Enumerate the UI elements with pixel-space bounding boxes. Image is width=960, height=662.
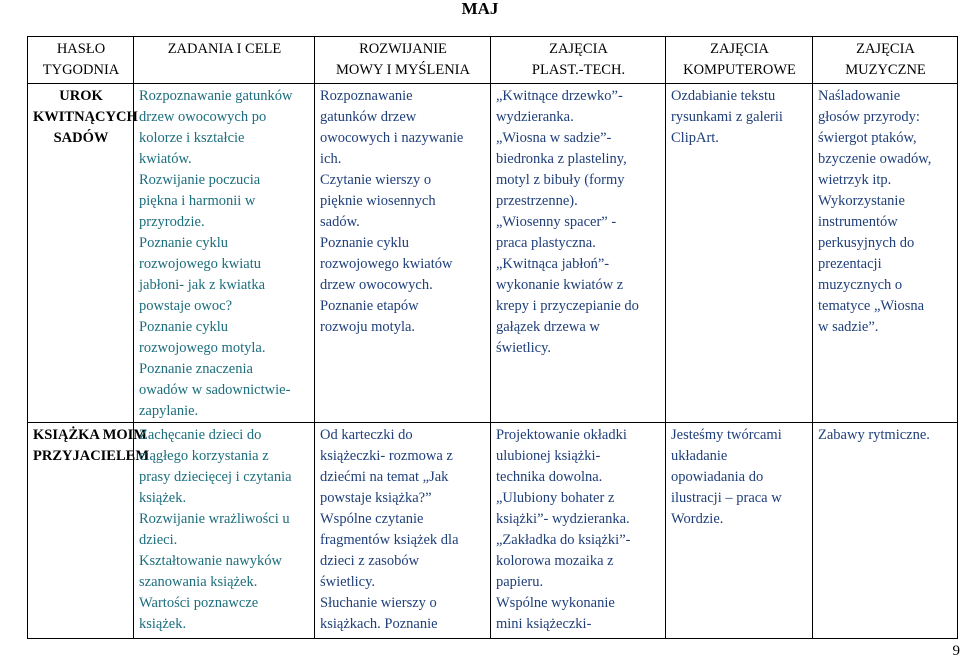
cell-line: motyl z bibuły (formy — [496, 172, 625, 188]
cell-line: SADÓW — [53, 130, 109, 146]
cell-line: kolorze i kształcie — [139, 130, 245, 146]
cell-line: dziećmi na temat „Jak — [320, 469, 449, 485]
cell-line: świetlicy. — [496, 340, 552, 356]
page-number: 9 — [952, 643, 960, 659]
cell-line: tematyce „Wiosna — [818, 298, 925, 314]
cell-line: mini książeczki- — [496, 616, 592, 632]
cell-theme — [28, 423, 150, 639]
cell-line: prezentacji — [818, 256, 882, 272]
cell-line: gałązek drzewa w — [496, 319, 600, 335]
cell-line: prasy dziecięcej i czytania — [139, 469, 292, 485]
header-computer: ZAJĘCIA KOMPUTEROWE — [666, 37, 813, 84]
cell-line: ich. — [320, 151, 342, 167]
cell-line: opowiadania do — [671, 469, 764, 485]
cell-line: „Wiosna w sadzie”- — [496, 130, 612, 146]
cell-line: biedronka z plasteliny, — [496, 151, 627, 167]
cell-goals — [134, 423, 315, 639]
cell-line: książki”- wydzieranka. — [496, 511, 630, 527]
cell-line: krepy i przyczepianie do — [496, 298, 639, 314]
cell-line: Kształtowanie nawyków — [139, 553, 282, 569]
cell-music — [813, 84, 958, 423]
cell-line: w sadzie”. — [818, 319, 879, 335]
cell-line: Naśladowanie — [818, 88, 901, 104]
cell-line: Zabawy rytmiczne. — [818, 427, 930, 443]
cell-line: Wspólne czytanie — [320, 511, 424, 527]
cell-line: Czytanie wierszy o — [320, 172, 432, 188]
cell-line: świetlicy. — [320, 574, 376, 590]
cell-line: Zachęcanie dzieci do — [139, 427, 262, 443]
header-music: ZAJĘCIA MUZYCZNE — [813, 37, 958, 84]
cell-line: Wspólne wykonanie — [496, 595, 615, 611]
cell-line: ciągłego korzystania z — [139, 448, 269, 464]
header-crafts: ZAJĘCIA PLAST.-TECH. — [491, 37, 666, 84]
cell-line: piękna i harmonii w — [139, 193, 256, 209]
cell-line: książek. — [139, 490, 187, 506]
cell-line: Ozdabianie tekstu — [671, 88, 776, 104]
cell-line: Poznanie cyklu — [139, 235, 228, 251]
cell-line: Rozpoznawanie gatunków — [139, 88, 293, 104]
cell-line: powstaje owoc? — [139, 298, 233, 314]
cell-line: UROK — [59, 88, 103, 104]
cell-line: PRZYJACIELEM — [33, 448, 150, 464]
cell-line: rozwojowego kwiatu — [139, 256, 262, 272]
cell-crafts — [491, 423, 666, 639]
cell-line: przestrzenne). — [496, 193, 578, 209]
cell-line: wietrzyk itp. — [818, 172, 892, 188]
cell-line: gatunków drzew — [320, 109, 417, 125]
cell-line: kwiatów. — [139, 151, 192, 167]
cell-line: Jesteśmy twórcami — [671, 427, 782, 443]
header-speech: ROZWIJANIE MOWY I MYŚLENIA — [315, 37, 491, 84]
cell-line: praca plastyczna. — [496, 235, 596, 251]
cell-line: perkusyjnych do — [818, 235, 915, 251]
cell-line: książeczki- rozmowa z — [320, 448, 453, 464]
cell-line: rozwojowego motyla. — [139, 340, 266, 356]
cell-line: przyrodzie. — [139, 214, 205, 230]
cell-line: „Kwitnące drzewko”- — [496, 88, 623, 104]
cell-line: jabłoni- jak z kwiatka — [139, 277, 266, 293]
cell-crafts — [491, 84, 666, 423]
cell-line: Słuchanie wierszy o — [320, 595, 437, 611]
cell-line: pięknie wiosennych — [320, 193, 436, 209]
cell-line: wykonanie kwiatów z — [496, 277, 624, 293]
cell-line: fragmentów książek dla — [320, 532, 459, 548]
cell-speech — [315, 423, 491, 639]
cell-line: „Wiosenny spacer” - — [496, 214, 617, 230]
table-row — [28, 84, 958, 423]
cell-line: układanie — [671, 448, 728, 464]
cell-line: Rozwijanie poczucia — [139, 172, 261, 188]
plan-table — [27, 36, 958, 639]
cell-line: Wordzie. — [671, 511, 724, 527]
table-row — [28, 423, 958, 639]
cell-line: papieru. — [496, 574, 544, 590]
cell-line: instrumentów — [818, 214, 898, 230]
cell-line: „Zakładka do książki”- — [496, 532, 631, 548]
cell-line: owadów w sadownictwie- — [139, 382, 291, 398]
cell-line: drzew owocowych po — [139, 109, 267, 125]
cell-line: głosów przyrody: — [818, 109, 920, 125]
cell-theme — [28, 84, 138, 423]
cell-line: ilustracji – praca w — [671, 490, 782, 506]
cell-line: wydzieranka. — [496, 109, 574, 125]
cell-line: szanowania książek. — [139, 574, 258, 590]
cell-line: owocowych i nazywanie — [320, 130, 464, 146]
cell-speech — [315, 84, 491, 423]
cell-line: „Ulubiony bohater z — [496, 490, 615, 506]
cell-line: bzyczenie owadów, — [818, 151, 932, 167]
cell-line: Od karteczki do — [320, 427, 413, 443]
cell-line: książkach. Poznanie — [320, 616, 438, 632]
cell-line: Poznanie cyklu — [320, 235, 409, 251]
cell-line: Poznanie znaczenia — [139, 361, 253, 377]
cell-line: kolorowa mozaika z — [496, 553, 614, 569]
cell-line: Rozpoznawanie — [320, 88, 413, 104]
cell-line: Wartości poznawcze — [139, 595, 259, 611]
cell-line: Poznanie etapów — [320, 298, 419, 314]
cell-line: rozwoju motyla. — [320, 319, 416, 335]
cell-music — [813, 423, 958, 639]
cell-line: drzew owocowych. — [320, 277, 433, 293]
cell-line: KWITNĄCYCH — [33, 109, 138, 125]
cell-line: „Kwitnąca jabłoń”- — [496, 256, 610, 272]
header-goals: ZADANIA I CELE — [134, 37, 315, 84]
cell-line: Projektowanie okładki — [496, 427, 627, 443]
cell-line: świergot ptaków, — [818, 130, 917, 146]
cell-line: sadów. — [320, 214, 360, 230]
cell-line: Poznanie cyklu — [139, 319, 228, 335]
cell-line: muzycznych o — [818, 277, 903, 293]
cell-line: Wykorzystanie — [818, 193, 905, 209]
cell-computer — [666, 423, 813, 639]
cell-line: rozwojowego kwiatów — [320, 256, 453, 272]
cell-line: książek. — [139, 616, 187, 632]
page-title: MAJ — [461, 0, 499, 18]
cell-line: zapylanie. — [139, 403, 199, 419]
cell-line: dzieci. — [139, 532, 178, 548]
cell-line: Rozwijanie wrażliwości u — [139, 511, 290, 527]
cell-computer — [666, 84, 813, 423]
cell-line: rysunkami z galerii — [671, 109, 783, 125]
header-theme: HASŁO TYGODNIA — [28, 37, 134, 84]
cell-line: KSIĄŻKA MOIM — [33, 427, 147, 443]
cell-line: technika dowolna. — [496, 469, 603, 485]
cell-line: ulubionej książki- — [496, 448, 601, 464]
cell-line: ClipArt. — [671, 130, 719, 146]
cell-line: dzieci z zasobów — [320, 553, 420, 569]
header-row — [28, 37, 958, 84]
cell-goals — [134, 84, 315, 423]
cell-line: powstaje książka?” — [320, 490, 432, 506]
